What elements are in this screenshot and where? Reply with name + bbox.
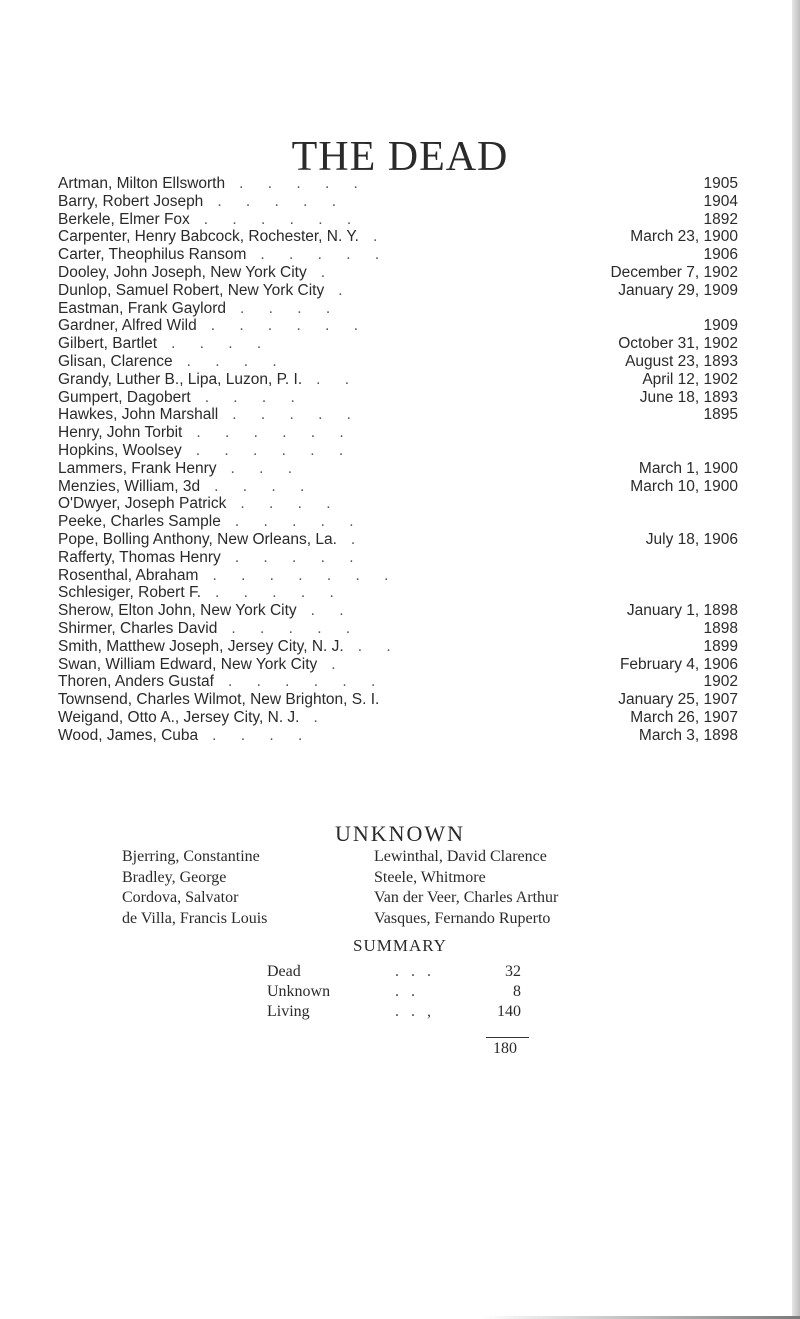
unknown-name: Cordova, Salvator: [122, 889, 239, 906]
roster-row: [58, 709, 738, 727]
unknown-list-left: [122, 847, 267, 929]
roster-row: [58, 620, 738, 638]
roster-name: Wood, James, Cuba: [58, 726, 199, 744]
roster-date: January 29, 1909: [618, 281, 738, 299]
roster-name: Dooley, John Joseph, New York City: [58, 263, 307, 281]
unknown-name: Steele, Whitmore: [374, 868, 486, 886]
summary-total: 180: [493, 1040, 517, 1057]
roster-name: Hopkins, Woolsey: [58, 441, 182, 459]
unknown-heading: UNKNOWN: [334, 821, 466, 846]
roster-row: [58, 673, 738, 691]
roster-row: [58, 584, 738, 602]
roster-date: 1904: [703, 192, 738, 210]
roster-date: March 23, 1900: [630, 228, 738, 246]
roster-date: 1909: [703, 317, 738, 335]
roster-date: February 4, 1906: [619, 655, 738, 673]
roster-name: Thoren, Anders Gustaf: [58, 673, 214, 691]
summary-value: 32: [505, 963, 521, 980]
roster-row: [58, 211, 738, 229]
roster-row: [58, 371, 738, 389]
roster-name: Artman, Milton Ellsworth: [58, 175, 226, 192]
roster-leader-dots: . . . . .: [217, 192, 347, 210]
roster-row: [58, 406, 738, 424]
roster-row: [58, 602, 738, 620]
roster-row: [58, 513, 738, 531]
roster-name: Carpenter, Henry Babcock, Rochester, N. Y.: [58, 228, 359, 246]
roster-row: [58, 264, 738, 282]
roster-row: [58, 353, 738, 371]
roster-row: [58, 495, 738, 513]
roster-date: August 23, 1893: [625, 352, 738, 370]
roster-leader-dots: . . . .: [240, 495, 341, 513]
roster-leader-dots: . . . . .: [215, 584, 344, 602]
roster-name: Carter, Theophilus Ransom: [58, 246, 247, 264]
scan-edge-right: [792, 0, 800, 1319]
unknown-name: de Villa, Francis Louis: [122, 909, 268, 927]
roster-name: Rosenthal, Abraham: [58, 566, 199, 584]
unknown-name: Lewinthal, David Clarence: [374, 848, 547, 865]
roster-name: Sherow, Elton John, New York City: [58, 602, 297, 620]
roster-date: March 3, 1898: [638, 726, 738, 744]
roster-date: March 26, 1907: [630, 708, 738, 726]
roster-row: [58, 246, 738, 264]
summary-table: [267, 962, 547, 1022]
roster-leader-dots: . . . . .: [232, 406, 361, 424]
roster-leader-dots: . . . . . . .: [212, 566, 399, 584]
roster-name: Gardner, Alfred Wild: [58, 317, 197, 335]
roster-leader-dots: .: [320, 263, 336, 281]
roster-date: March 10, 1900: [630, 477, 738, 495]
roster-row: [58, 727, 738, 745]
roster-name: Dunlop, Samuel Robert, New York City: [58, 281, 325, 299]
roster-name: Swan, William Edward, New York City: [58, 655, 318, 673]
roster-leader-dots: . . . .: [214, 477, 315, 495]
roster-date: April 12, 1902: [642, 370, 738, 388]
roster-leader-dots: . .: [310, 602, 354, 620]
roster-name: Gumpert, Dagobert: [58, 388, 191, 406]
roster-row: [58, 193, 738, 211]
roster-leader-dots: . . . . .: [231, 619, 361, 637]
roster-name: Weigand, Otto A., Jersey City, N. J.: [58, 708, 300, 726]
roster-date: January 1, 1898: [626, 602, 738, 620]
roster-leader-dots: . . .: [230, 459, 303, 477]
roster-leader-dots: . . . . . .: [203, 210, 362, 228]
roster-leader-dots: . . . . . .: [195, 441, 354, 459]
summary-value: 140: [497, 1003, 521, 1020]
unknown-name: Bradley, George: [122, 868, 227, 886]
roster-name: Eastman, Frank Gaylord: [58, 299, 226, 317]
roster-leader-dots: . . . .: [204, 388, 305, 406]
roster-name: Townsend, Charles Wilmot, New Brighton, S. I.: [58, 691, 380, 709]
summary-leader-dots: ...: [395, 963, 443, 980]
roster-name: Glisan, Clarence: [58, 352, 173, 370]
summary-label: Dead: [267, 963, 301, 980]
roster-row: [58, 175, 738, 193]
dead-roster: [58, 175, 738, 745]
summary-leader-dots: ..,: [395, 1003, 443, 1020]
roster-row: [58, 638, 738, 656]
roster-leader-dots: . . . .: [212, 726, 313, 744]
summary-label: Unknown: [267, 983, 331, 1000]
roster-date: 1898: [703, 619, 738, 637]
roster-name: Gilbert, Bartlet: [58, 335, 158, 353]
roster-row: [58, 424, 738, 442]
roster-leader-dots: . .: [357, 637, 401, 655]
roster-leader-dots: . . . . .: [234, 548, 364, 566]
roster-row: [58, 389, 738, 407]
roster-name: Rafferty, Thomas Henry: [58, 548, 221, 566]
summary-value: 8: [513, 983, 521, 1000]
roster-row: [58, 442, 738, 460]
roster-leader-dots: . . . . .: [260, 246, 390, 264]
roster-date: 1905: [703, 175, 738, 192]
roster-row: [58, 228, 738, 246]
roster-leader-dots: .: [313, 708, 328, 726]
summary-total-rule: [486, 1037, 529, 1038]
roster-name: Menzies, William, 3d: [58, 477, 201, 495]
roster-leader-dots: . . . .: [171, 335, 272, 353]
roster-name: Lammers, Frank Henry: [58, 459, 217, 477]
unknown-name: Van der Veer, Charles Arthur: [374, 889, 559, 906]
roster-row: [58, 549, 738, 567]
roster-row: [58, 300, 738, 318]
roster-name: Barry, Robert Joseph: [58, 192, 204, 210]
unknown-list-right: [374, 847, 558, 929]
roster-leader-dots: . .: [316, 370, 360, 388]
roster-date: October 31, 1902: [618, 335, 738, 353]
roster-leader-dots: . . . .: [186, 352, 287, 370]
roster-name: Schlesiger, Robert F.: [58, 584, 202, 602]
roster-name: Hawkes, John Marshall: [58, 406, 219, 424]
page-title: THE DEAD: [291, 134, 509, 181]
roster-date: March 1, 1900: [638, 459, 738, 477]
summary-label: Living: [267, 1003, 310, 1020]
summary-heading: SUMMARY: [353, 936, 447, 955]
roster-date: 1892: [703, 210, 738, 228]
roster-name: Henry, John Torbit: [58, 424, 183, 442]
roster-row: [58, 656, 738, 674]
unknown-name: Bjerring, Constantine: [122, 848, 260, 865]
roster-row: [58, 460, 738, 478]
roster-date: 1895: [703, 406, 738, 424]
roster-date: 1906: [703, 246, 738, 264]
summary-leader-dots: ..: [395, 983, 427, 1000]
roster-leader-dots: . . . . .: [239, 175, 368, 192]
roster-row: [58, 567, 738, 585]
roster-row: [58, 282, 738, 300]
roster-leader-dots: . . . .: [239, 299, 341, 317]
summary-row: [267, 962, 547, 982]
roster-name: Smith, Matthew Joseph, Jersey City, N. J.: [58, 637, 344, 655]
roster-name: Pope, Bolling Anthony, New Orleans, La.: [58, 530, 337, 548]
roster-name: Shirmer, Charles David: [58, 619, 218, 637]
roster-date: December 7, 1902: [610, 263, 738, 281]
roster-date: July 18, 1906: [645, 530, 738, 548]
roster-date: 1902: [703, 673, 738, 691]
summary-row: [267, 982, 547, 1002]
roster-leader-dots: .: [338, 281, 353, 299]
roster-name: Berkele, Elmer Fox: [58, 210, 190, 228]
roster-date: January 25, 1907: [618, 691, 738, 709]
roster-leader-dots: .: [331, 655, 346, 673]
unknown-name: Vasques, Fernando Ruperto: [374, 909, 551, 927]
roster-name: Grandy, Luther B., Lipa, Luzon, P. I.: [58, 370, 303, 388]
roster-row: [58, 531, 738, 549]
roster-name: O'Dwyer, Joseph Patrick: [58, 495, 227, 513]
roster-row: [58, 478, 738, 496]
summary-row: [267, 1002, 547, 1022]
roster-leader-dots: . . . . . .: [196, 424, 354, 442]
roster-leader-dots: . . . . . .: [210, 317, 369, 335]
roster-leader-dots: . . . . . .: [227, 673, 386, 691]
roster-name: Peeke, Charles Sample: [58, 513, 221, 531]
roster-leader-dots: .: [372, 228, 388, 246]
roster-leader-dots: . . . . .: [234, 513, 364, 531]
roster-date: 1899: [703, 637, 738, 655]
roster-date: June 18, 1893: [639, 388, 738, 406]
roster-row: [58, 691, 738, 709]
roster-leader-dots: .: [350, 530, 366, 548]
roster-row: [58, 317, 738, 335]
roster-row: [58, 335, 738, 353]
